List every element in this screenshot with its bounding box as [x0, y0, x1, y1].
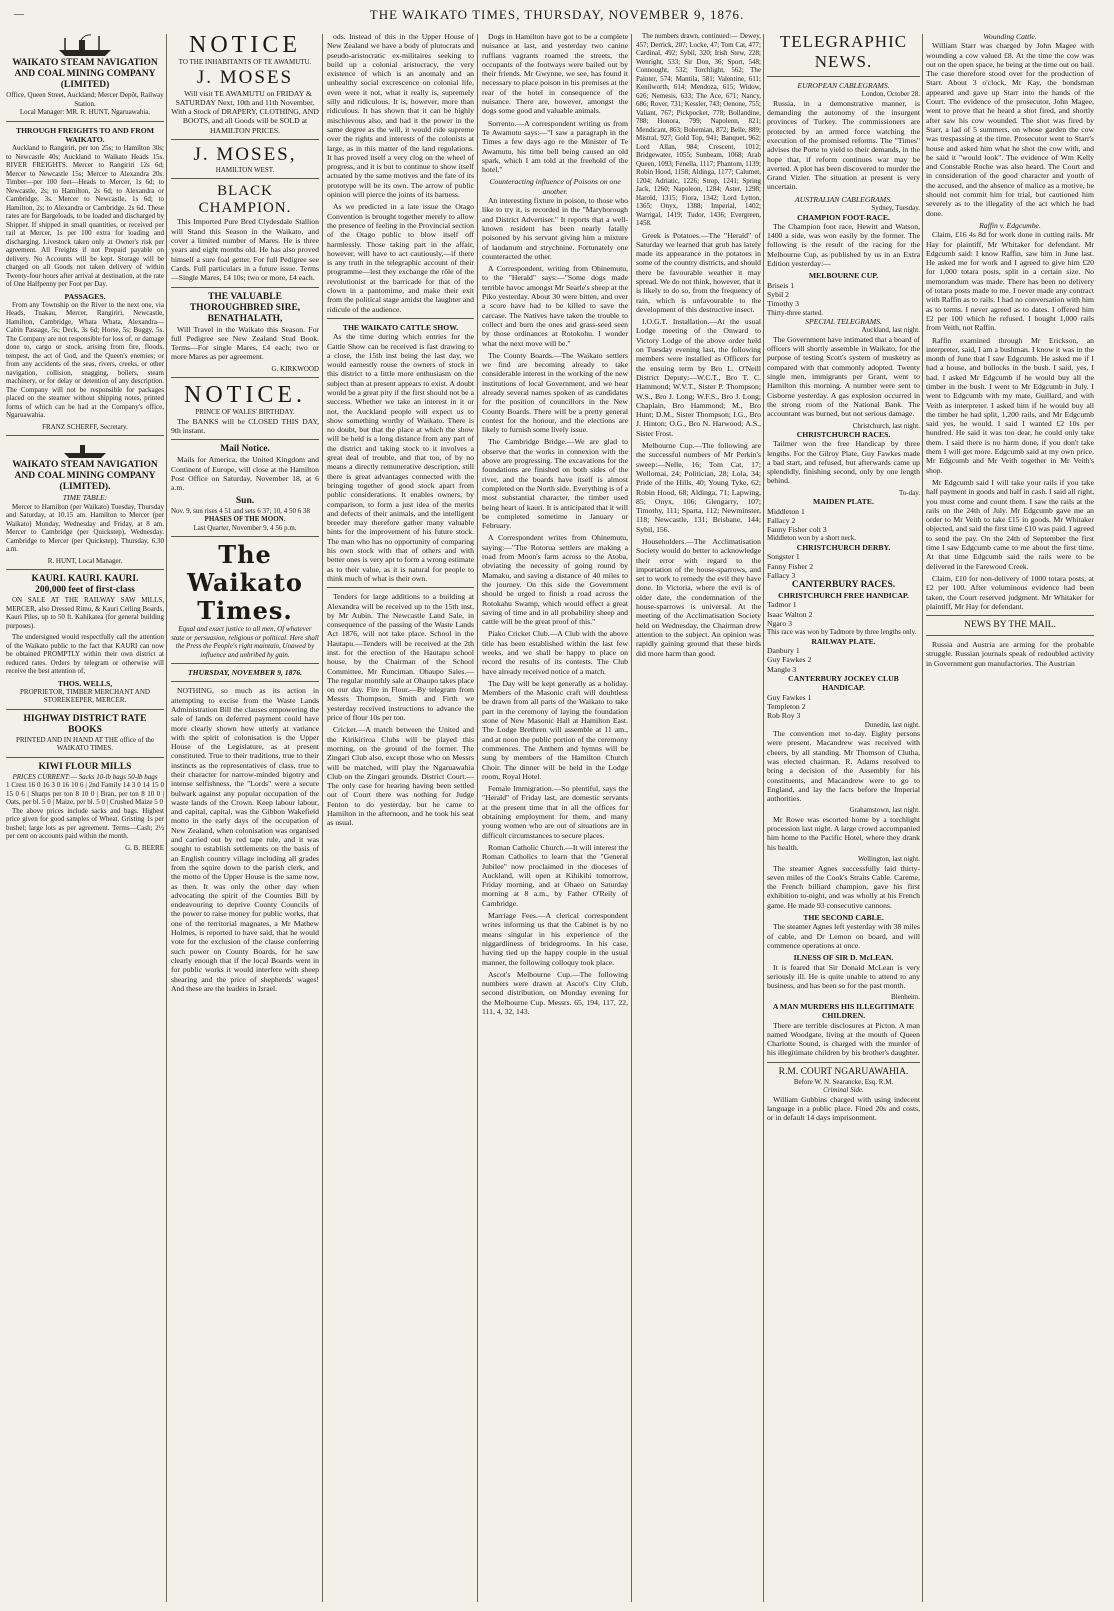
grahamstown-place: Grahamstown, last night. [849, 806, 920, 815]
murder-heading: A MAN MURDERS HIS ILLEGITIMATE CHILDREN. [772, 1001, 915, 1021]
mclean-illness-heading: ILNESS OF SIR D. McLEAN. [793, 953, 894, 963]
moses-heading: J. MOSES [196, 66, 294, 88]
steam-company-title: WAIKATO STEAM NAVIGATION AND COAL MINING COMPANY (LIMITED) [12, 58, 158, 90]
passages-text: From any Township on the River to the next one, via Heads, Tuakau, Mercer, Rangiriri, Newcastle, Hamilton, Cambridge, Whata Whata, Alexandra—Cabin Passage, 5s; Deck, 3s 6d; Horse, 5s; Buggy, 5s. The Company are not responsible for loss of, or damage done to, cargo or stock, arising from fire, floods, tempest, the act of God, and the Queen's enemies; or from any accidents of the seas, rivers, creeks, or other navigation, collision, snagging, boilers, steam machinery, or for delay or detention of any description. The Company will not be responsible for packages placed on the steamer without shipping notes, printed forms of which can be had at the Company's office, Ngaruawahia. [6, 300, 164, 420]
jockey-result-1: Guy Fawkes 1 [767, 692, 812, 702]
european-text: Russia, in a demonstrative manner, is demanding the autonomy of the insurgent provinces of Turkey. The commissioners are protected by an armed force watching the execution of the promised reforms. The "Times" advises the Porte to yield to their demands, in the hope that, if reform continues war may be averted. A plot has been discovered to murder the Grand Vizier. The situation at present is very uncertain. [767, 98, 920, 192]
raffin-text-2: Raffin examined through Mr Erickson, an interpreter, said, I am a bushman. I know it was in the month of June that I saw Edgcumb. He asked me if I had a house, and bullocks in the bush. I said, yes, I had. I asked Mr Edgcumb if he would buy all the timber in the bush. I went to Mr Edgcumb in July. I went to Edgcumb with my mate, Guillard, and with Veith as interpreter. I asked him if he would buy all the timber he had split, 1,200 rails, and Mr Edgcumb said yes, he would. I said I wanted £2 10s per hundred. He said it was too dear, he could only take them. I said there is no harm done, if you don't take them I will get more. Edgcumb said at my own price. Mr Edgcumb and Mr Veith together in Mr Veith's shop. [926, 335, 1094, 475]
murder-text: There are terrible disclosures at Picton. A man named Woodgate, living at the mouth of Queen Charlotte Sound, is charged with the murder of his illegitimate children by his brother's daughter. [767, 1020, 920, 1058]
kauri-text-2: The undersigned would respectfully call the attention of the Waikato public to the fact that KAURI can now be obtained PROMPTLY within their own district at reduced rates. Orders by telegram or otherwise will receive the best attention of, [6, 633, 164, 676]
divider [6, 709, 164, 710]
freight-heading: THROUGH FREIGHTS TO AND FROM WAIKATO. [15, 125, 155, 144]
moon-heading: PHASES OF THE MOON. [204, 515, 286, 524]
wellington-place: Wellington, last night. [857, 855, 920, 864]
divider [6, 569, 164, 570]
special-telegrams-heading: SPECIAL TELEGRAMS. [805, 317, 882, 327]
jockey-result-2: Templeton 2 [767, 701, 806, 711]
derby-result-1: Songster 1 [767, 552, 800, 562]
rm-court-criminal: Criminal Side. [823, 1086, 864, 1095]
kiwi-note: The above prices include sacks and bags. Highest price given for good samples of Wheat. Gristing 1s per bushel; large lots as per agreement. Terms—Cash; 2½ per cent on accounts paid within the month. [6, 806, 164, 841]
steam-company-agent: Local Manager: MR. R. HUNT, Ngaruawahia. [19, 108, 151, 116]
timetable-text: Mercer to Hamilton (per Waikato) Tuesday, Thursday and Saturday, at 10.15 am. Hamilton to Mercer (per Waikato) Monday, Wednesday and Friday, at 8 am. Mercer to Cambridge (per Quickstep), Wednesday. Cambridge to Mercer (per Quickstep), Thursday, 6.30 a.m. [6, 502, 164, 554]
rm-court-before: Before W. N. Searancke, Esq. R.M. [793, 1077, 894, 1086]
divider [171, 178, 319, 179]
divider [171, 681, 319, 682]
local-news-1: Tenders for large additions to a building at Alexandra will be received up to the 15th inst, by Mr Aubin. The Newcastle Land Sale, in consequence of the passing of the Waste Lands Act 1876, will not take place. School in the Hautapu.—Tenders will be received at the 2th inst. for the erection of the Hautapu school house, by the Chairman of the School Committee, Mr Runciman. Ohaupo Sales.—The regular monthly sale at Ohaupo takes place on our day. Fire in Flour.—By telegram from Messrs Thompson, Smith and Firth we yesterday received instructions to advance the price of flour 10s per ton. [327, 592, 474, 723]
free-handicap-heading: CHRISTCHURCH FREE HANDICAP. [778, 591, 909, 601]
marriage-fees-item: Marriage Fees.—A clerical correspondent writes informing us that the Cabinet is by no means singular in his experience of the niggardliness of bridegrooms. In his case, having tied up the happy couple in the usual manner, the following colloquy took place. [482, 911, 628, 967]
railway-result-1: Danbury 1 [767, 646, 800, 656]
melbourne-cup-result-3: Timothy 3 [767, 299, 799, 309]
freight-rates: Auckland to Rangiriri, per ton 25s; to Hamilton 30s; to Newcastle 40s; Auckland to Waikato Heads 15s. RIVER FREIGHTS. Mercer to Rangiriri 12s 6d; Mercer to Newcastle 15s; Mercer to Alexandra 20s. Timber—per 100 feet—Heads to Mercer, 1s 6d; to Newcastle, 2s; to Hamilton, 2s 6d; to Alexandra or Cambridge, 3s. Mercer to Newcastle, 1s 6d; to Hamilton, 2s; to Alexandra or Cambridge, 2s 6d. These rates are for Bargeloads, to be loaded and discharged by Shipper. If shipped in small quantities, or received per rail at Mercer, 1s per 100 extra for loading and discharging. Livestock taken only at Owner's risk per agreement. All Freights if not Prepaid payable on delivery. No Accounts will be kept. Storage will be charged on all Goods not taken delivery of within Twenty-four hours after arrival at destination, at the rate of One Halfpenny per Foot per Day. [6, 144, 164, 289]
melbourne-cup-result-1: Briseis 1 [767, 280, 795, 290]
divider [171, 663, 319, 664]
kiwi-prices-heading: PRICES CURRENT:— Sacks 10-lb bags 50-lb bags [12, 772, 158, 781]
divider [327, 318, 474, 319]
editorial-otago: As we predicted in a late issue the Otago Convention is brought together merely to allow the presence of feeling in the Provincial section of the Otago public to blow itself off harmlessly. Those taking part in the affair, however, will have to act cautiously,—if there is any truth in the telegraphic account of their programme—lest they exchange the rôle of the revolutionist at the barricade for that of the clown in a pantomime, and make their exit from the political stage amidst the laughter and ridicule of the audience. [327, 202, 474, 314]
editorial-dateline: THURSDAY, NOVEMBER 9, 1876. [187, 668, 303, 678]
jockey-club-heading: CANTERBURY JOCKEY CLUB HANDICAP. [788, 674, 899, 693]
blenheim-place: Blenheim. [891, 993, 920, 1002]
divider [171, 439, 319, 440]
column-rule [166, 34, 167, 1602]
dunedin-place: Dunedin, last night. [864, 720, 920, 729]
notice-2-subheading: PRINCE OF WALES' BIRTHDAY. [195, 408, 295, 417]
steam-company-title-2: WAIKATO STEAM NAVIGATION AND COAL MINING COMPANY (LIMITED). [12, 460, 158, 493]
column-rule [322, 34, 323, 1602]
notice-heading: NOTICE [189, 32, 301, 58]
wellington-text: The steamer Agnes successfully laid thirty-seven miles of the Cook's Straits Cable. Careme, the French billiard champion, gave his first exhibition to-night, and was wholly at his French game. He made 93 consecutive cannons. [767, 863, 920, 910]
wounding-cattle-text: William Starr was charged by John Magee with wounding a cow valued £8. At the time the cow was out on the open space, he being at the time out on bail. The case therefore stood over for the production of Starr. About 3 o'clock, Mr Kay, the bondsman appeared and gave up Starr into the hands of the Court. The evidence of the prosecutor, John Magee, went to prove that he heard a shot fired, and shortly after saw his cow wounded. The shot was fired by Starr, a lad of 5 summers, on whose garden the cow was trespassing at the time. Prosecutor went to Starr's house and asked him what he shot the cow with, and he said it "would look". The evidence of Wm Kelly and Constable Roche was also heard. The Court and in consideration of the good character and youth of the accused, and the absence of malice as a motive, he should not commit him for trial, but cautioned him severely as to the illegality of the act which he had done. [926, 41, 1094, 218]
derby-result-3: Fallacy 3 [767, 570, 796, 580]
correspondent-item: A Correspondent, writing from Ohinemutu, to the "Herald" says:—"Some dogs made terrible havoc amongst Mr Searle's sheep at the Piko yesterday. About 30 were bitten, and over a score have had to be killed to save the carcase. The Natives have taken the trouble to collect and burn the ones and grass-seed seen by those ordinances at Rotokohu. I wonder what the next move will be." [482, 264, 628, 348]
maiden-result-2: Fallacy 2 [767, 515, 796, 525]
highway-text: PRINTED AND IN HAND AT THE office of the WAIKATO TIMES. [15, 735, 155, 753]
divider [171, 139, 319, 140]
notice-2-text: The BANKS will be CLOSED THIS DAY, 9th instant. [171, 416, 319, 436]
derby-result-2: Fanny Fisher 2 [767, 561, 814, 571]
free-handicap-result-3: Ngaro 3 [767, 619, 792, 629]
highway-heading: HIGHWAY DISTRICT RATE BOOKS [23, 713, 147, 735]
catholic-church-item: Roman Catholic Church.—It will interest the Roman Catholics to learn that the "General Jubilee" now proclaimed in the dioceses of Auckland, will open at Kihikihi tomorrow, Friday morning, and at Ohaeo on Saturday morning at 8 a.m., by Father O'Reily of Cambridge. [482, 842, 628, 908]
second-cable-heading: THE SECOND CABLE. [803, 913, 884, 923]
poisons-text: An interesting fixture in poison, to those who like to try it, is recorded in the "Maryborough and District Advertiser." It reports that a well-known resident has been nearly fatally poisoned by his servant giving him a mixture of laudanum and strychnine. Fortunately one counteracted the other. [482, 196, 628, 261]
grahamstown-text: Mr Rowe was escorted home by a torchlight procession last night. A large crowd accompanied him home to the Pacific Hotel, where they drank his health. [767, 814, 920, 852]
kauri-heading: KAURI. KAURI. KAURI. [31, 574, 139, 585]
steamship-icon [60, 440, 110, 460]
timetable-signature: R. HUNT, Local Manager. [47, 556, 123, 565]
raffin-heading: Raffin v. Edgcumbe. [979, 220, 1041, 230]
notice-2-heading: NOTICE. [184, 382, 306, 409]
divider [767, 76, 920, 77]
editorial-text: NOTHING, so much as its action in attempting to excise from the Waste Lands Administration Bill the clauses empowering the sale of lands on deferred payment could have more clearly shown how utterly at variance with the spirit of colonisation is the Upper House of the Legislature, as at present constituted. True to their traditions, true to their instincts as the representatives of class, true to their character for narrow-minded bigotry and intense selfishness, the "Lords" were a secure bulwark against any popular occupation of the waste lands of the Crown. Keep labour labour, and capital, capital, was the Gibbon Wakefield motto in the early days of the occupation of New Zealand, when colonisation was organised and carried out by red tape rule, and it was sought to establish settlements on the basis of an English country village including all grades from the squire down to the parish clerk, and the motto of the Upper House is the same now, as then. It was only the other day when advocating the spirit of the Counties Bill by endeavouring to deprive County Councils of the power to raise money for public works, that one of the territorial magnates, a Mr Mathew Holmes, is reported to have said, that he would vote for the exclusion of the clause conferring such power on County Boards, for he saw clearly enough that if the local Boards went in for public works it would interfere with sheep shearing and the price of shepherds' wages! And these are the leaders in Israel. [171, 686, 319, 993]
kiwi-heading: KIWI FLOUR MILLS [38, 761, 132, 772]
second-cable-text: The steamer Agnes left yesterday with 38 miles of cable, and Dr Lemon on board, and will commence operations at once. [767, 922, 920, 950]
paper-nameplate: The Waikato Times. [187, 540, 303, 626]
champion-heading: BLACK CHAMPION. [198, 183, 292, 217]
column-rule [477, 34, 478, 1602]
canterbury-races-heading: CANTERBURY RACES. [791, 580, 896, 591]
column-6 [767, 32, 920, 1604]
cup-numbers: The numbers drawn, continued:— Dewey, 457; Derrick, 207; Locke, 47; Tom Cat, 477; Cardinal, 492; Sybil, 320; Irish Stew, 228; Wenright, 533; Sir Don, 36; Sport, 548; Connought, 532; Torchlight, 562; The Painter, 574; Mantila, 581; Valentine, 611; Kenilworth, 614; Mendoza, 615; Widow, 626; Nemesis, 633; The Ace, 671; Nancy, 686; Rover, 731; Kessler, 743; Oenone, 755; Valiant, 767; Pickpocket, 778; Bollandine, 788; Honora, 799; Napoleon, 821; Mendicant, 863; Bohemian, 872; Belle, 889; Mistral, 927; Gold Top, 941; Banquet, 962; Lord Allan, 984; Crescent, 1012; Bridgewater, 1055; Sunbeam, 1068; Arab Queen, 1093; Fenella, 1117; Phantom, 1139; Robin Hood, 1158; Aldinga, 1177; Calumet, 1204; Adriatic, 1226; Strop, 1241; Spring Jack, 1260; Napoleon, 1284; Aster, 1298; Harold, 1315; Fiora, 1342; Lord Lytton, 1365; Onyx, 1388; Imperial, 1402; Warrigal, 1419; Tudor, 1436; Evergreen, 1458. [636, 32, 761, 227]
christchurch-place: Christchurch, last night. [852, 421, 920, 430]
iogt-item: I.O.G.T. Installation.—At the usual Lodge meeting of the Onward to Victory Lodge of the above order held on Tuesday evening last, the following members were installed as Officers for the ensuing term by Bro L. O'Neill District Deputy:—W.C.T., Bro T. C. Hammond; W.V.T., Sister P. Thompson; W.S., Bro J. Long; W.F.S., Bro J. Long; Chaplain, Bro Hammond; M., Bro Hunt; D.M., Sister Thompson; I.G., Bro J. Hinton; O.G., Bro N. Harwood; A.S., Sister Frost. [636, 317, 761, 438]
foot-race-heading: CHAMPION FOOT-RACE. [797, 212, 890, 222]
steam-company-office: Office, Queen Street, Auckland; Mercer Depôt, Railway Station. [6, 91, 164, 108]
australian-place: Sydney, Tuesday. [871, 204, 920, 213]
divider [6, 121, 164, 122]
free-handicap-note: This race was won by Tadmore by three lengths only. [767, 628, 917, 637]
passages-heading: PASSAGES. [64, 291, 106, 301]
kauri-text: ON SALE AT THE RAILWAY SAW MILLS, MERCER, also Dressed Rimu, & Kauri Ceiling Boards, Kauri Piles, up to 50 ft. Kahikatea (for general building purposes). [6, 596, 164, 630]
column-rule [763, 34, 764, 1602]
moses-heading-2: J. MOSES, [193, 143, 297, 165]
cambridge-bridge-item: The Cambridge Bridge.—We are glad to observe that the works in connexion with the above are progressing. The excavations for the foundations are finished on both sides of the river, and the boards have itself is almost completed on the North side. Everything is of a most substantial character, the timber used being heart of kauri. It is anticipated that it will be completed sometime in January or February. [482, 437, 628, 531]
news-by-mail-heading: NEWS BY THE MAIL. [964, 620, 1056, 631]
melbourne-cup-note: Thirty-three started. [767, 308, 823, 317]
poisons-heading: Counteracting influence of Poisons on one another. [489, 177, 621, 196]
european-place: London, October 28. [861, 90, 920, 99]
kauri-signature: THOS. WELLS, [57, 678, 113, 688]
cattle-show-heading: THE WAIKATO CATTLE SHOW. [342, 322, 459, 332]
mail-heading: Mail Notice. [220, 444, 270, 455]
potatoes-item: Greek is Potatoes.—The "Herald" of Saturday we learned that grub has lately made its appearance in the potatoes in some of the country districts, and should there be favourable weather it may spread. We do not think, however, that it is likely to do so, from the frequency of rain, which is unfavourable to the development of this destructive insect. [636, 230, 761, 314]
special-text: The Government have intimated that a board of officers will shortly assemble in Waikato, for the purpose of testing Scott's system of musketry as compared with that commonly adopted. Twenty single men, immigrants per Grant, went to Hamilton this morning. A number were sent to Cisborne yesterday. A gas explosion occurred in the strong room of the National Bank. The accountant was burned, but not serious damage. [767, 334, 920, 419]
rotorua-road-item: A Correspondent writes from Ohinemutu, saying:—"The Rotorua settlers are making a road from Moon's farm across to the Atoba, obviating the necessity of going round by Mamaku, and saving a distance of 40 miles to the journey. On this side the Government should be urged to finish a road across the Rotokahu Swamp, which would effect a great saving of time and in all probability sheep and cattle will be the great proof of this." [482, 533, 628, 627]
special-place: Auckland, last night. [861, 326, 920, 335]
melbourne-cup-heading: MELBOURNE CUP. [808, 271, 879, 281]
benathalath-heading: THE VALUABLE THOROUGHBRED SIRE, BENATHALATH, [189, 291, 301, 324]
kiwi-price-rows: 1 Crest 16 0 16 3 0 16 10 6 | 2nd Family 14 3 0 14 15 0 15 0 6 | Sharps per ton 8 10 0 | Bran, per ton 8 10 0 | Oats, per bl. 5 0 | Maize, per bl. 5 0 | Crushed Maize 5 0 [6, 781, 164, 807]
european-heading: EUROPEAN CABLEGRAMS. [797, 81, 890, 90]
benathalath-text: Will Travel in the Waikato this Season. For full Pedigree see New Zealand Stud Book. Terms—For single Mares, £4 each; two or more Mares as per agreement. [171, 324, 319, 362]
railway-result-2: Guy Fawkes 2 [767, 655, 812, 665]
free-handicap-result-1: Tadmor 1 [767, 600, 797, 610]
railway-plate-heading: RAILWAY PLATE. [811, 636, 876, 646]
divider [926, 615, 1094, 616]
column-3 [327, 32, 474, 1604]
passages-signature: FRANZ SCHERFF, Secretary. [42, 422, 128, 431]
sorrento-item: Sorrento.—A correspondent writing us from Te Awamutu says:—"I saw a paragraph in the Times a few days ago re the Minister of Te Awamutu, his time bell being caused an old spark, which I am told at the freehold of the hotel." [482, 118, 628, 175]
kauri-amount: 200,000 feet of first-class [35, 585, 135, 596]
maiden-note: Middleton won by a short neck. [767, 534, 857, 543]
australian-heading: AUSTRALIAN CABLEGRAMS. [795, 194, 892, 204]
today-label: To-day. [898, 488, 920, 497]
derby-heading: CHRISTCHURCH DERBY. [796, 542, 891, 552]
maiden-result-3: Fanny Fisher colt 3 [767, 525, 827, 535]
kiwi-signature: G. B. BEERE [125, 843, 164, 852]
christchurch-races-heading: CHRISTCHURCH RACES. [796, 430, 891, 439]
melbourne-cup-sweep-item: Melbourne Cup.—The following are the successful numbers of Mr Perkin's sweep:—Nelle, 16; Tom Cat, 17; Wollomai, 24; Politician, 28; Lola, 34; Pride of the Hills, 40; Young Tyke, 62; Robin Hood, 68; Aldinga, 71; Lapwing, 85; Onyx, 106; Glengarry, 107; Timothy, 111; Sparta, 112; Newminster, 118; Newcastle, 131; Brisbane, 144; Sybil, 156. [636, 441, 761, 534]
divider [171, 287, 319, 288]
news-by-mail-text: Russia and Austria are arming for the probable struggle. Russian journals speak of redoubled activity in Government gun manufactories. The Austrian [926, 640, 1094, 668]
melbourne-cup-draw-item: Ascot's Melbourne Cup.—The following numbers were drawn at Ascot's City Club, second distribution, on Monday evening for the Melbourne Cup. Messrs. 65, 194, 117, 22, 111, 4, 32, 143. [482, 969, 628, 1016]
telegraphic-news-heading: TELEGRAPHIC NEWS. [779, 32, 908, 71]
moses-text: Will visit TE AWAMUTU on FRIDAY & SATURDAY Next, 10th and 11th November, With a Stock of DRAPERY, CLOTHING, AND BOOTS, and all Goods will be SOLD at HAMILTON PRICES. [171, 88, 319, 135]
column-5 [636, 32, 761, 1604]
column-1 [6, 32, 164, 1604]
melbourne-cup-result-2: Sybil 2 [767, 289, 790, 299]
maiden-plate-heading: MAIDEN PLATE. [813, 497, 874, 507]
railway-result-3: Mangle 3 [767, 664, 797, 674]
mail-text: Mails for America, the United Kingdom and Continent of Europe, will close at the Hamilton Post Office on Saturday, November 18, at 6 a.m. [171, 455, 319, 493]
wounding-cattle-heading: Wounding Cattle. [983, 32, 1037, 41]
divider [171, 377, 319, 378]
timetable-heading: TIME TABLE: [62, 493, 108, 503]
divider [6, 757, 164, 758]
column-7 [926, 32, 1094, 1604]
divider [327, 587, 474, 588]
steamship-icon [55, 32, 115, 58]
raffin-text-1: Claim, £16 4s 8d for work done in cutting rails. Mr Hay for plaintiff, Mr Whitaker for defendant. Mr Edgcumb said: I know Raffin, saw him in June last. He asked me for work and I agreed to give him £20 for 1,000 totara posts, split in a certain size. No memorandum was made. There has been no delivery of totara posts made to me. I never made any contract with Raffin as to rails. I had no conversation with him as to terms. I never agreed as to dates. I offered him £2 per 100 which he refused. I bought 1,000 rails from Veith, not Raffin. [926, 230, 1094, 333]
paper-motto: Equal and exact justice to all men, Of whatever state or persuasion, religious or political. Here shall the Press the People's right maintain, Unawed by influence and unbribed by gain. [171, 625, 319, 659]
raffin-text-4: Claim, £10 for non-delivery of 1000 totara posts, at £2 per 100. After voluminous evidence had been taken, the Court reserved judgment. Mr Whitaker for plaintiff, Mr Hay for defendant. [926, 573, 1094, 611]
sun-heading: Sun. [235, 495, 255, 506]
column-rule [922, 34, 923, 1602]
maiden-result-1: Middleton 1 [767, 506, 805, 516]
mclean-illness-text: It is feared that Sir Donald McLean is very seriously ill. He is quite unable to attend to any business, and has been so for the past month. [767, 962, 920, 991]
column-2 [171, 32, 319, 1604]
moses-address: HAMILTON WEST. [215, 165, 275, 174]
raffin-text-3: Mr Edgcumb said I will take your rails if you take half payment in goods and half in cash. I said all right, you must come and count them. I saw the rails at the rails on the 24th of July. Mr Edgcumb gave me an order to Mr Veith to take £15 in goods. Mr Whitaker objected, and said the first time £10 was paid. I agreed to send the pay. On the 24th of September the first time I saw Edgcumb came to me about the first time. At that time Edgcumb said the rails were to be delivered in the Farewood Creek. [926, 477, 1094, 571]
rm-court-text: William Gubbins charged with using indecent language in a public place. Fined 20s and costs, or in default 14 days imprisonment. [767, 1094, 920, 1123]
rm-court-heading: R.M. COURT NGARUAWAHIA. [778, 1066, 909, 1077]
page-mark: — [14, 9, 24, 20]
divider [926, 635, 1094, 636]
local-news-2: Cricket.—A match between the United and the Kirikiriroa Clubs will be played this morning, on the ground of the former. The Zingari Club also, except those who on Messrs will be matched, will play the Ngaruawahia Club on the Zingari grounds. District Court.—The only case for hearing having been settled out of Court there was nothing for Judge Fenton to do yesterday, but he came to Hamilton in the afternoon, and he took his seat as usual. [327, 725, 474, 828]
holiday-item: The Day will be kept generally as a holiday. Members of the Masonic craft will doubtless be drawn from all parts of the Waikato to take part in the ceremony of laying the foundation stone of New Masonic Hall at Hamilton East. The Lodge Brethren will assemble at 11 am., and at noon the public portion of the ceremony commences. The Anthem and hymns will be sung by members of the Hamilton Church Choir. The dinner will be held in the Lodge room, Royal Hotel. [482, 678, 628, 781]
jockey-result-3: Rob Roy 3 [767, 711, 801, 721]
editorial-continued: ods. Instead of this in the Upper House of New Zealand we have a body of plutocrats and pseudo-aristocratic ex-militaires seeking to build up a colonial aristocracy, the very existence of which is an anomaly and an unhealthy social excrescence on colonial life, even were it not, what it really is, supremely silly and ridiculous. It is, however, more than ridiculous. It has shown that it can be highly mischievous also, and had it the power in the same degree as the will, it would ride supreme over the rights and interests of the colonists at large, as in this matter of the land regulations. It has proved itself a very clog on the wheel of progress, and it is but to continue to show itself actuated by the same motives and the fate of its prototype will be its own. The arrow of public opinion will pierce the joints of its harness. [327, 32, 474, 200]
column-4 [482, 32, 628, 1604]
sun-text: Nov. 9, sun rises 4 51 and sets 6 37; 10, 4 50 6 38 [171, 506, 310, 515]
notice-subheading: TO THE INHABITANTS OF TE AWAMUTU. [178, 58, 312, 66]
immigration-item: Female Immigration.—So plentiful, says the "Herald" of Friday last, are domestic servants at the present time that in all the offices for obtaining employment for them, and many young women who are out of situations are in difficult circumstances to secure places. [482, 784, 628, 840]
piako-cricket-item: Piako Cricket Club.—A Club with the above title has been established within the last few weeks, and we shall be happy to place on record the results of its contests. The Club have already received notice of a match. [482, 629, 628, 676]
dunedin-text: The convention met to-day. Eighty persons were present. Macandrew was received with cheers, by all standing. Mr Thomson of Clutha, was elected chairman. R. Adams resolved to bring a decision of the Assembly for his constituents, and Macandrew were to go to England, and lay the facts before the Imperial authorities. [767, 729, 920, 804]
masthead [0, 0, 1114, 30]
christchurch-races-text: Tailmer won the free Handicap by three lengths. For the Gilroy Plate, Guy Fawkes made a bad start, and refused, but afterwards came up splendidly, finishing second, only by one length behind. [767, 439, 920, 486]
champion-text: This Imported Pure Bred Clydesdale Stallion will Stand this Season in the Waikato, and cover a limited number of Mares. He is three years and eight months old. He has also proved himself a sure foal getter. For full Pedigree see Cards. Full particulars in a future issue. Terms—Single Mares, £4 10s; two or more, £4 each. [171, 217, 319, 283]
moon-text: Last Quarter, November 9, 4 56 p.m. [193, 523, 297, 532]
divider [171, 536, 319, 537]
divider [6, 435, 164, 436]
australian-text: The Champion foot race, Hewitt and Watson, 1400 a side, was won easily by the former. The following is the result of the racing for the Melbourne Cup, as published by us in an Extra Edition yesterday:— [767, 221, 920, 269]
cattle-show-text: As the time during which entries for the Cattle Show can be received is fast drawing to a close, the 15th inst being the last day, we would earnestly rouse the owners of stock in this district to a little more enthusiasm on the subject than at present appears to exist. A doubt would be a great pity if the first should not be a success. Whether we take an interest in it or not, the Auckland people will expect us to show something worthy of Waikato. There is no doubt, but that the place at which the show will be held is a long distance from any part of the district and taking stock to it involves a great deal of trouble, and that too, of by no means a directly remunerative description, still there is great advantages connected with the bringing together of good stock apart from public considerations. It enables owners, by comparison, to form a just idea of the merits and defects of their animals, and the intelligent breeder may therefore gather many valuable hints for the improvement of his future stock. The man who has no opportunity of comparing his own stock with that of others and with better ones is very apt to form a wrong estimate as to their value, as it is natural for people to think much of what is their own. [327, 332, 474, 583]
free-handicap-result-2: Isaac Walton 2 [767, 609, 813, 619]
dogs-item: Dogs in Hamilton have got to be a complete nuisance at last, and yesterday two canine ruffians vagrants roamed the streets, the occupants of the footways were bailed out by their friends. Mr Gwynne, we see, has found it necessary to place poison in his premises at the rear of the hotel in consequence of the nuisance. There are, however, amongst the dogs some good and valuable animals. [482, 32, 628, 116]
column-rule [631, 34, 632, 1602]
county-boards-item: The County Boards.—The Waikato settlers we find are becoming already to take considerable interest in the working of the new institutions of local Government, and we hear already several names spoken of as candidates for the position of councillors in the New County Boards. There will be a pretty general contest for the honour, and the elections are likely to furnish some lively issue. [482, 350, 628, 435]
masthead-title: THE WAIKATO TIMES, THURSDAY, NOVEMBER 9, 1876. [369, 7, 745, 22]
sparrows-item: Householders.—The Acclimatisation Society would do better to acknowledge their error with regard to the importation of the house-sparrows, and set to work to remedy the evil they have done. In Victoria, where the evil is of older date, the condemnation of the house-sparrows is universal. At the meeting of the Acclimatisation Society held on Wednesday, the Chairman drew attention to the subject. An opinion was rapidly gaining ground that these birds did more harm than good. [636, 537, 761, 658]
divider [767, 1062, 920, 1063]
benathalath-signature: G. KIRKWOOD [271, 364, 319, 373]
kauri-signature-title: PROPRIETOR, TIMBER MERCHANT AND STOREKEEPER, MERCER. [20, 687, 150, 705]
